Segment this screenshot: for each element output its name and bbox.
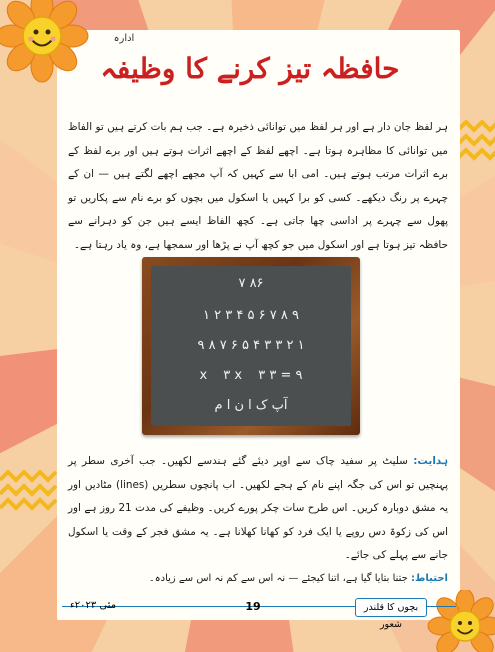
smiley-flower-icon	[0, 0, 92, 92]
magazine-name: بچوں کا قلندر شعور	[355, 598, 427, 617]
author-label: ادارہ	[113, 33, 135, 44]
slate-line-3: ۱ ۲ ۳ ۳ ۴ ۵ ۶ ۷ ۸ ۹	[197, 338, 305, 353]
instructions-label: ہدایت:	[413, 455, 448, 467]
slate-line-1: ۸۶ ۷	[238, 276, 264, 291]
zigzag-decoration-left	[0, 470, 60, 530]
caution-label: احتیاط:	[411, 573, 448, 584]
slate-board	[142, 257, 360, 435]
instructions-text: سلیٹ پر سفید چاک سے اوپر دیئے گئے ہندسے لکھیں۔ جب آخری سطر پر پہنچیں تو اس کی جگہ اپنے نام کے ہجے لکھیں۔ اب پانچوں سطریں (lines) مٹادیں اور یہ مشق دوبارہ کریں۔ اس طرح سات چکر پورے کریں۔ وظیفے کی مدت 21 روز ہے اور اس کی زکوۃ دس روپے یا ایک فرد کو کھانا کھلانا ہے۔ یہ مشق فجر کے وقت یا اسکول جانے سے پہلے کی جائے۔	[68, 455, 448, 562]
slate-surface	[151, 266, 351, 426]
page-number: 19	[245, 600, 261, 613]
smiley-flower-icon-bottom	[425, 590, 495, 652]
zigzag-decoration-right	[458, 120, 495, 180]
instructions-paragraph	[68, 450, 448, 568]
slate-line-5: آپ ک ا ن ا م	[214, 398, 288, 413]
slate-line-2: ۹ ۸ ۷ ۶ ۵ ۴ ۳ ۲ ۱	[203, 308, 299, 323]
issue-date: مئی ۲۰۲۳ء	[70, 600, 117, 611]
body-paragraph: ہر لفظ جان دار ہے اور ہر لفظ میں توانائی ذخیرہ ہے۔ جب ہم بات کرتے ہیں تو الفاظ میں توانائی کا مظاہرہ ہوتا ہے۔ اچھے لفظ کے اچھے اثرات ہوتے ہیں اور برے لفظ کے برے اثرات مرتب ہوتے ہیں۔ امی ابا سے کہیں کہ آپ مجھے اچھے لگتے ہیں — ان کے چہرے پر رنگ دیکھے۔ کسی کو برا کہیں یا اسکول میں بچوں کو برے نام سے پکاریں تو پھول سے چہرے پر اداسی چھا جاتی ہے۔ کچھ الفاظ ایسے ہیں جن کو دہرانے سے حافظہ تیز ہوتا ہے اور اسکول میں جو کچھ آپ نے پڑھا اور سمجھا ہے، وہ یاد رہتا ہے۔	[68, 121, 448, 251]
caution-note	[68, 573, 448, 584]
article-title: حافظہ تیز کرنے کا وظیفہ	[100, 52, 400, 85]
slate-line-4: ۹ = ۳ x ۳ x ۳	[199, 368, 303, 383]
caution-text: جتنا بتایا گیا ہے، اتنا کیجئے — نہ اس سے کم نہ اس سے زیادہ۔	[148, 573, 408, 584]
